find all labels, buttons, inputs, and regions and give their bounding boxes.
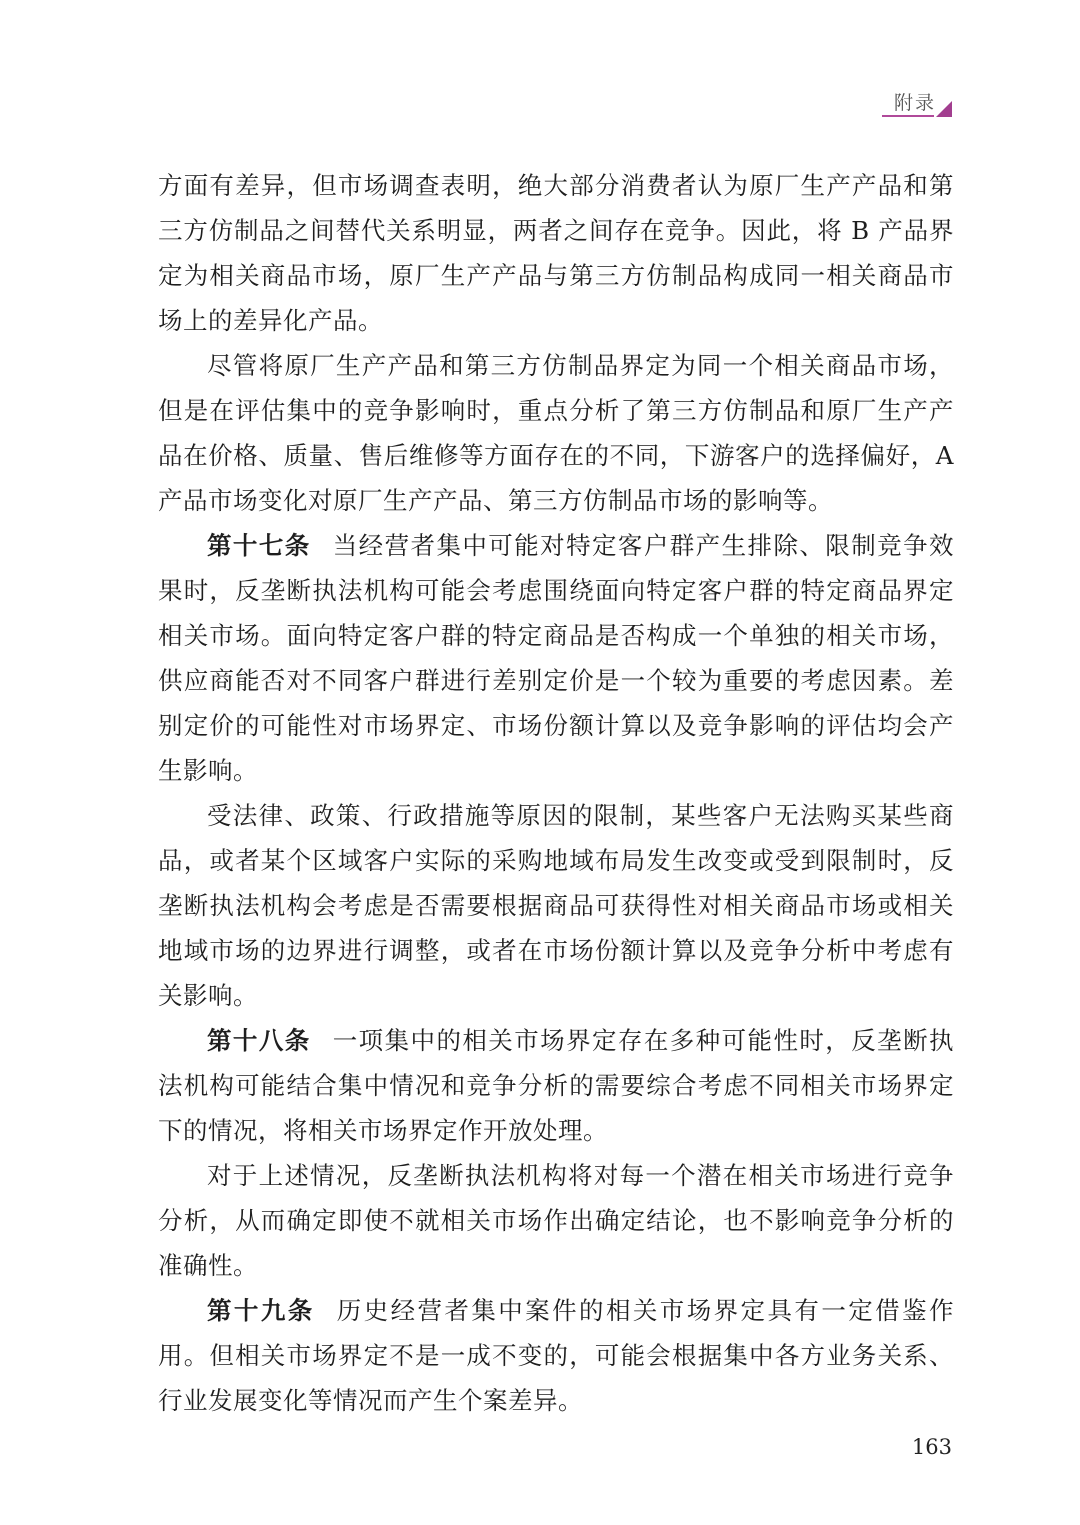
paragraph-2: [158, 343, 954, 523]
paragraph-text: 当经营者集中可能对特定客户群产生排除、限制竞争效果时，反垄断执法机构可能会考虑围绕面向特定客户群的特定商品界定相关市场。面向特定客户群的特定商品是否构成一个单独的相关市场，供应商能否对不同客户群进行差别定价是一个较为重要的考虑因素。差别定价的可能性对市场界定、市场份额计算以及竞争影响的评估均会产生影响。: [158, 531, 955, 785]
paragraph-1: [158, 163, 954, 343]
header-title: 附录: [894, 92, 937, 114]
header-corner-triangle-icon: [936, 101, 952, 117]
article-17-title: 第十七条: [207, 531, 311, 560]
article-19-paragraph: [158, 1288, 954, 1423]
article-18-title: 第十八条: [207, 1026, 311, 1055]
article-19-title: 第十九条: [207, 1296, 315, 1325]
paragraph-text: 尽管将原厂生产产品和第三方仿制品界定为同一个相关商品市场，但是在评估集中的竞争影响时，重点分析了第三方仿制品和原厂生产产品在价格、质量、售后维修等方面存在的不同，下游客户的选择偏好，A 产品市场变化对原厂生产产品、第三方仿制品市场的影响等。: [158, 351, 954, 515]
page-body: [158, 163, 954, 1423]
article-17-paragraph: [158, 523, 954, 793]
paragraph-text: 对于上述情况，反垄断执法机构将对每一个潜在相关市场进行竞争分析，从而确定即使不就相关市场作出确定结论，也不影响竞争分析的准确性。: [158, 1161, 954, 1280]
paragraph-4: [158, 793, 954, 1018]
paragraph-6: [158, 1153, 954, 1288]
page-number: 163: [911, 1435, 952, 1459]
article-18-paragraph: [158, 1018, 954, 1153]
paragraph-text: 方面有差异，但市场调查表明，绝大部分消费者认为原厂生产产品和第三方仿制品之间替代关系明显，两者之间存在竞争。因此，将 B 产品界定为相关商品市场，原厂生产产品与第三方仿制品构成同一相关商品市场上的差异化产品。: [158, 171, 954, 335]
running-header: [882, 88, 952, 128]
paragraph-text: 受法律、政策、行政措施等原因的限制，某些客户无法购买某些商品，或者某个区域客户实际的采购地域布局发生改变或受到限制时，反垄断执法机构会考虑是否需要根据商品可获得性对相关商品市场或相关地域市场的边界进行调整，或者在市场份额计算以及竞争分析中考虑有关影响。: [158, 801, 954, 1010]
header-rule: [882, 115, 934, 117]
paragraph-text: 一项集中的相关市场界定存在多种可能性时，反垄断执法机构可能结合集中情况和竞争分析的需要综合考虑不同相关市场界定下的情况，将相关市场界定作开放处理。: [158, 1026, 955, 1145]
paragraph-text: 历史经营者集中案件的相关市场界定具有一定借鉴作用。但相关市场界定不是一成不变的，可能会根据集中各方业务关系、行业发展变化等情况而产生个案差异。: [158, 1296, 954, 1415]
